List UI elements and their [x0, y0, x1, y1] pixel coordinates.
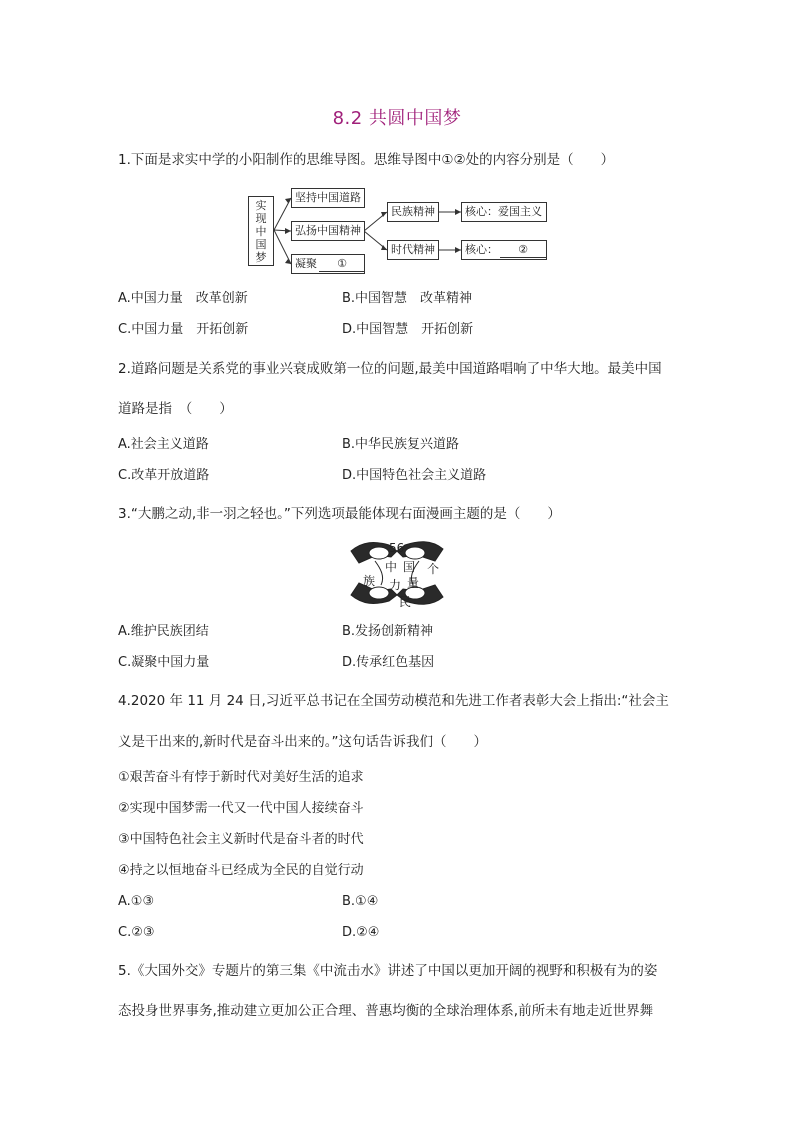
question-5-line-1: 5.《大国外交》专题片的第三集《中流击水》讲述了中国以更加开阔的视野和积极有为的姿	[118, 963, 658, 979]
blank-1: ①	[319, 257, 365, 272]
question-2-line-1: 2.道路问题是关系党的事业兴衰成败第一位的问题,最美中国道路唱响了中华大地。最美中国	[118, 361, 662, 377]
q4-item-3: ③中国特色社会主义新时代是奋斗者的时代	[118, 832, 364, 847]
q3-option-a: A.维护民族团结	[118, 624, 209, 639]
q4-option-d: D.②④	[342, 925, 380, 940]
cartoon-text-ge: 个	[427, 562, 440, 576]
q3-option-b: B.发扬创新精神	[342, 624, 434, 639]
root-char: 国	[255, 237, 267, 251]
q1-option-c: C.中国力量 开拓创新	[118, 322, 249, 337]
node-core-patriotism: 核心：爱国主义	[461, 202, 547, 222]
cartoon-hands-image	[349, 531, 445, 615]
root-char: 实	[255, 198, 267, 212]
root-char: 梦	[255, 250, 267, 264]
question-4-line-2: 义是干出来的,新时代是奋斗出来的。”这句话告诉我们（ ）	[118, 734, 488, 750]
cartoon-text-min: 民	[399, 595, 412, 609]
question-3-stem: 3.“大鹏之动,非一羽之轻也。”下列选项最能体现右面漫画主题的是（ ）	[118, 506, 561, 522]
q1-option-d: D.中国智慧 开拓创新	[342, 322, 474, 337]
mind-map-root	[248, 196, 274, 266]
question-5-line-2: 态投身世界事务,推动建立更加公正合理、普惠均衡的全球治理体系,前所未有地走近世界舞	[118, 1003, 654, 1019]
q1-option-a: A.中国力量 改革创新	[118, 291, 248, 306]
page-title: 8.2 共圆中国梦	[332, 108, 462, 129]
q2-option-c: C.改革开放道路	[118, 468, 210, 483]
node-national-spirit: 民族精神	[387, 202, 439, 222]
cartoon-text-zu: 族	[363, 574, 376, 588]
node-gather-label: 凝聚	[295, 257, 317, 270]
question-2-line-2: 道路是指 （ ）	[118, 401, 233, 417]
question-4-line-1: 4.2020 年 11 月 24 日,习近平总书记在全国劳动模范和先进工作者表彰大会上指出:“社会主	[118, 693, 669, 709]
node-gather	[291, 254, 365, 274]
root-char: 现	[255, 211, 267, 225]
cartoon-text-zhong: 中	[385, 560, 398, 574]
node-core-blank	[461, 240, 547, 260]
q4-item-2: ②实现中国梦需一代又一代中国人接续奋斗	[118, 801, 364, 816]
cartoon-text-liang: 量	[407, 576, 420, 590]
cartoon-text-li: 力	[389, 578, 402, 592]
q4-option-c: C.②③	[118, 925, 155, 940]
q2-option-a: A.社会主义道路	[118, 437, 209, 452]
q3-option-c: C.凝聚中国力量	[118, 655, 210, 670]
cartoon-text-guo: 国	[403, 560, 416, 574]
q4-option-a: A.①③	[118, 894, 155, 909]
q4-option-b: B.①④	[342, 894, 379, 909]
q2-option-b: B.中华民族复兴道路	[342, 437, 460, 452]
q4-item-4: ④持之以恒地奋斗已经成为全民的自觉行动	[118, 863, 364, 878]
cartoon-text-56: 56	[389, 541, 405, 555]
q4-item-1: ①艰苦奋斗有悖于新时代对美好生活的追求	[118, 770, 364, 785]
root-char: 中	[255, 224, 267, 238]
question-1-stem: 1.下面是求实中学的小阳制作的思维导图。思维导图中①②处的内容分别是（ ）	[118, 152, 615, 168]
q2-option-d: D.中国特色社会主义道路	[342, 468, 487, 483]
q1-option-b: B.中国智慧 改革精神	[342, 291, 473, 306]
node-core-label: 核心：	[465, 243, 498, 256]
q3-option-d: D.传承红色基因	[342, 655, 435, 670]
blank-2: ②	[500, 243, 546, 258]
node-adhere-china-road: 坚持中国道路	[291, 188, 365, 208]
node-china-spirit: 弘扬中国精神	[291, 221, 365, 241]
node-era-spirit: 时代精神	[387, 240, 439, 260]
